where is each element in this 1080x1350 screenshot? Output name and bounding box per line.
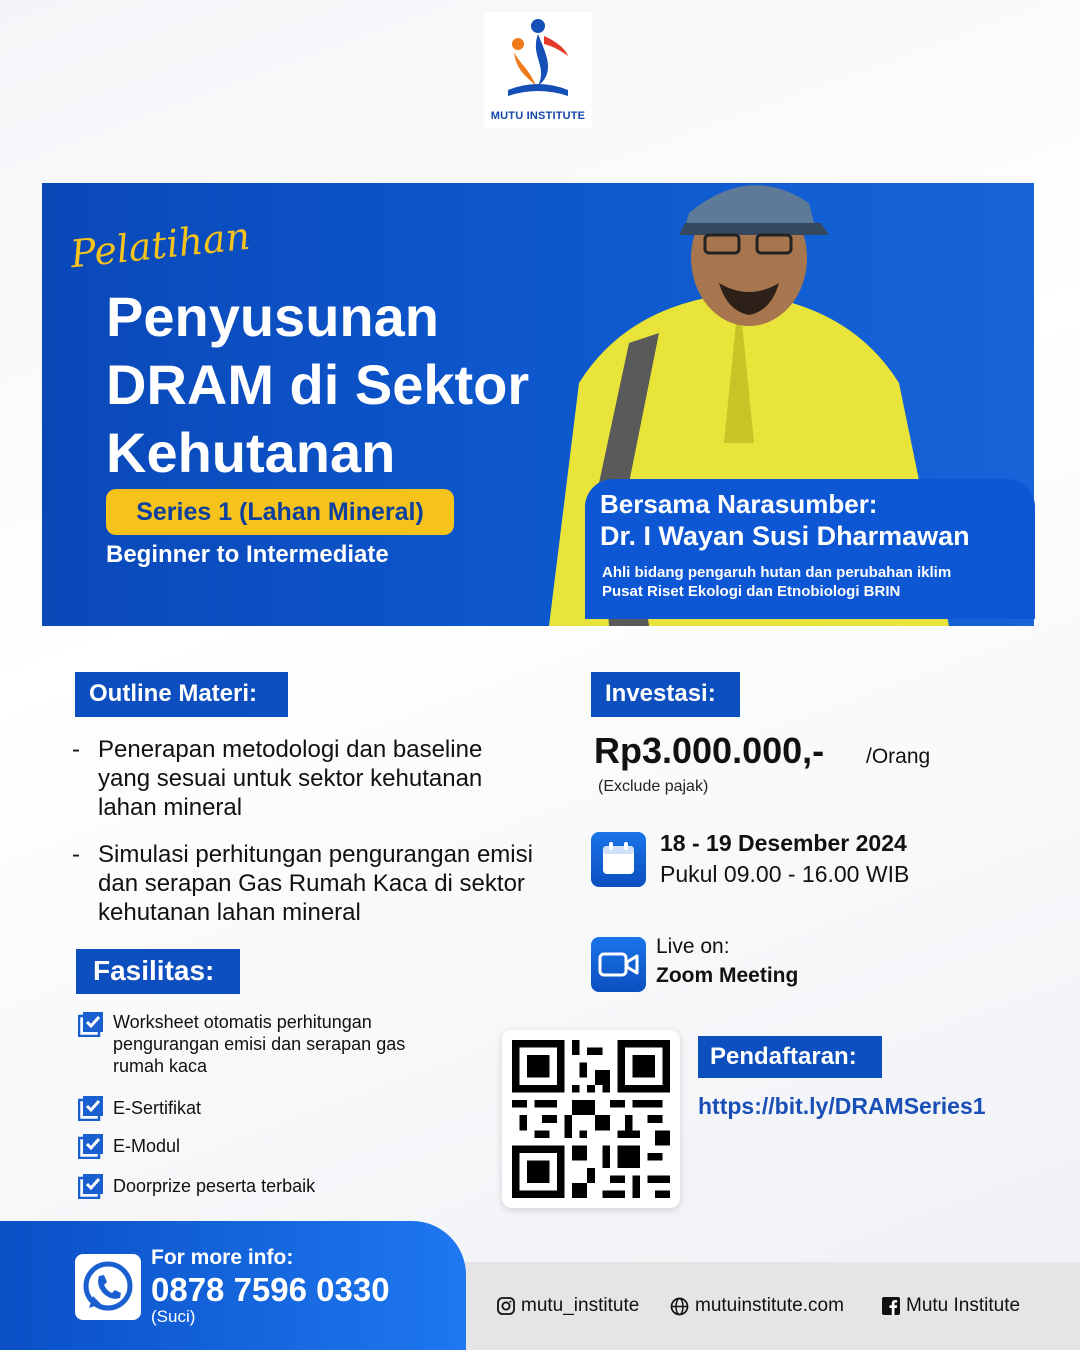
facebook-icon xyxy=(882,1297,900,1315)
title-line: Kehutanan xyxy=(106,421,396,484)
logo-icon xyxy=(500,16,576,102)
live-label: Live on: xyxy=(656,935,730,958)
series-badge: Series 1 (Lahan Mineral) xyxy=(106,489,454,535)
whatsapp-icon xyxy=(75,1254,141,1320)
contact-person: (Suci) xyxy=(151,1307,196,1326)
registration-header: Pendaftaran: xyxy=(698,1036,882,1078)
level-label: Beginner to Intermediate xyxy=(106,541,389,568)
checkbox-icon xyxy=(78,1173,104,1199)
instagram-handle: mutu_institute xyxy=(521,1295,640,1316)
globe-icon xyxy=(670,1297,689,1316)
list-item xyxy=(72,840,558,927)
script-label: Pelatihan xyxy=(68,213,252,277)
contact-phone[interactable]: 0878 7596 0330 xyxy=(151,1271,390,1308)
price: Rp3.000.000,- xyxy=(594,730,825,771)
checkbox-icon xyxy=(78,1095,104,1121)
checkbox-icon xyxy=(78,1133,104,1159)
price-note: (Exclude pajak) xyxy=(598,778,709,795)
bullet-dash: - xyxy=(72,841,80,868)
contact-panel xyxy=(0,1221,466,1350)
instagram-icon xyxy=(497,1297,515,1315)
calendar-icon xyxy=(591,832,646,887)
investasi-header: Investasi: xyxy=(591,672,740,717)
event-date: 18 - 19 Desember 2024 xyxy=(660,830,907,856)
website-url: mutuinstitute.com xyxy=(695,1295,844,1316)
contact-label: For more info: xyxy=(151,1246,294,1269)
price-unit: /Orang xyxy=(866,745,931,768)
speaker-name: Dr. I Wayan Susi Dharmawan xyxy=(600,521,970,551)
outline-text: Penerapan metodologi dan baseline yang sesuai untuk sektor kehutanan lahan mineral xyxy=(98,736,483,821)
instagram-link[interactable] xyxy=(497,1295,639,1317)
speaker-role-line: Ahli bidang pengaruh hutan dan perubahan iklim xyxy=(602,564,952,581)
event-time: Pukul 09.00 - 16.00 WIB xyxy=(660,861,910,887)
brand-logo xyxy=(484,12,592,128)
checkbox-icon xyxy=(78,1011,104,1037)
list-item: Doorprize peserta terbaik xyxy=(113,1176,316,1196)
outline-header: Outline Materi: xyxy=(75,672,288,717)
live-platform: Zoom Meeting xyxy=(656,964,799,987)
qr-code[interactable] xyxy=(502,1030,680,1208)
facebook-name: Mutu Institute xyxy=(906,1295,1021,1316)
facebook-link[interactable] xyxy=(882,1295,1020,1317)
fasilitas-header: Fasilitas: xyxy=(76,949,240,994)
title-line: DRAM di Sektor xyxy=(106,353,530,416)
video-camera-icon xyxy=(591,937,646,992)
title-line: Penyusunan xyxy=(106,285,439,348)
page-title xyxy=(106,283,666,487)
speaker-role xyxy=(602,563,951,601)
website-link[interactable] xyxy=(670,1295,844,1317)
list-item: E-Modul xyxy=(113,1136,181,1156)
speaker-card xyxy=(585,479,1035,619)
list-item: Worksheet otomatis perhitungan pengurangan emisi dan serapan gas rumah kaca xyxy=(113,1012,406,1076)
list-item: E-Sertifikat xyxy=(113,1098,202,1118)
outline-text: Simulasi perhitungan pengurangan emisi dan serapan Gas Rumah Kaca di sektor kehutanan lahan mineral xyxy=(98,841,533,926)
registration-link[interactable]: https://bit.ly/DRAMSeries1 xyxy=(698,1093,986,1119)
bullet-dash: - xyxy=(72,736,80,763)
list-item xyxy=(72,735,518,822)
brand-name: MUTU INSTITUTE xyxy=(490,110,586,122)
speaker-role-line: Pusat Riset Ekologi dan Etnobiologi BRIN xyxy=(602,583,901,600)
speaker-label: Bersama Narasumber: xyxy=(600,489,878,519)
